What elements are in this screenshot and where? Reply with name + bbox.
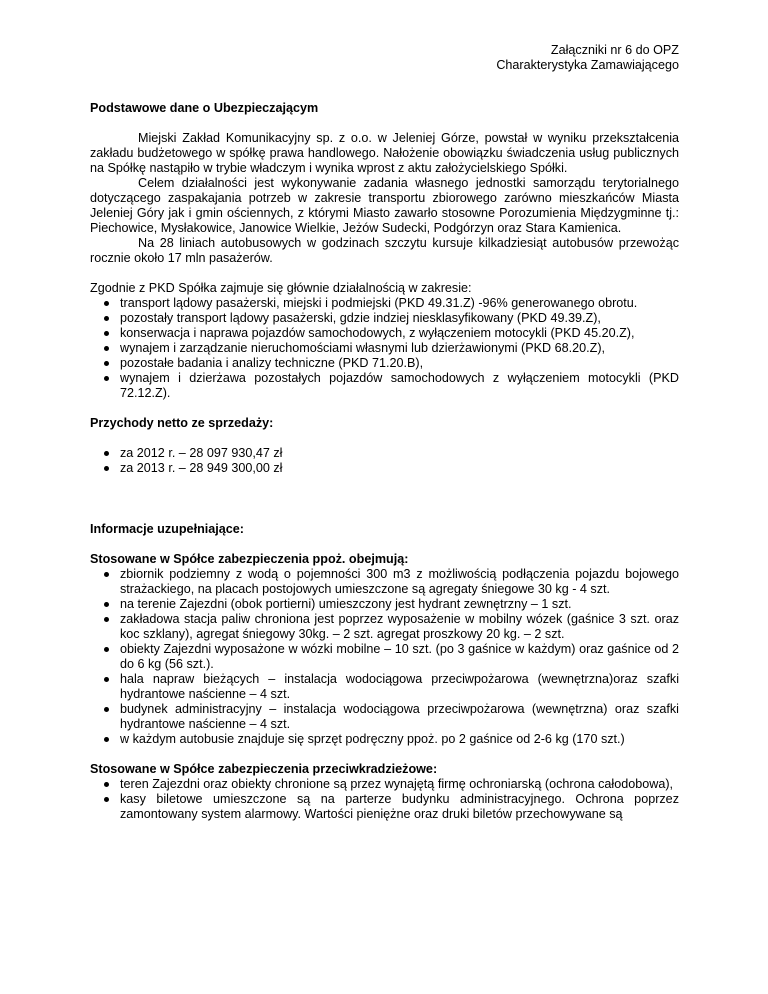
list-item: pozostały transport lądowy pasażerski, gdzie indziej niesklasyfikowany (PKD 49.39.Z), — [90, 311, 679, 326]
list-item: pozostałe badania i analizy techniczne (PKD 71.20.B), — [90, 356, 679, 371]
paragraph: Na 28 liniach autobusowych w godzinach szczytu kursuje kilkadziesiąt autobusów przewożąc rocznie około 17 mln pasażerów. — [90, 236, 679, 265]
section-heading-anti-theft: Stosowane w Spółce zabezpieczenia przeciwkradzieżowe: — [90, 762, 438, 776]
pkd-intro: Zgodnie z PKD Spółka zajmuje się głównie działalnością w zakresie: — [90, 281, 472, 295]
attachment-number: Załączniki nr 6 do OPZ — [550, 43, 679, 57]
pkd-list — [90, 296, 679, 401]
list-item: wynajem i zarządzanie nieruchomościami własnymi lub dzierżawionymi (PKD 68.20.Z), — [90, 341, 679, 356]
section-heading-revenue: Przychody netto ze sprzedaży: — [90, 416, 274, 430]
paragraph: Miejski Zakład Komunikacyjny sp. z o.o. w Jeleniej Górze, powstał w wyniku przekształcenia zakładu budżetowego w spółkę prawa handlowego. Nałożenie obowiązku świadczenia usług publicznych na Spółkę nastąpiło w trybie władczym i wynika wprost z aktu założycielskiego Spółki. — [90, 131, 679, 175]
list-item: zakładowa stacja paliw chroniona jest poprzez wyposażenie w mobilny wózek (gaśnice 3 szt. oraz koc szklany), agregat śniegowy 30kg. – 2 szt. agregat proszkowy 20 kg. – 2 szt. — [90, 612, 679, 642]
revenue-list — [90, 446, 679, 476]
list-item: za 2012 r. – 28 097 930,47 zł — [90, 446, 679, 461]
list-item: konserwacja i naprawa pojazdów samochodowych, z wyłączeniem motocykli (PKD 45.20.Z), — [90, 326, 679, 341]
list-item: zbiornik podziemny z wodą o pojemności 300 m3 z możliwością podłączenia pojazdu bojowego strażackiego, na placach postojowych umieszczone są agregaty śniegowe 30 kg - 4 szt. — [90, 567, 679, 597]
list-item: w każdym autobusie znajduje się sprzęt podręczny ppoż. po 2 gaśnice od 2-6 kg (170 szt.) — [90, 732, 679, 747]
list-item: obiekty Zajezdni wyposażone w wózki mobilne – 10 szt. (po 3 gaśnice w każdym) oraz gaśnice od 2 do 6 kg (56 szt.). — [90, 642, 679, 672]
list-item: transport lądowy pasażerski, miejski i podmiejski (PKD 49.31.Z) -96% generowanego obrotu. — [90, 296, 679, 311]
section-heading-fire-protection: Stosowane w Spółce zabezpieczenia ppoż. obejmują: — [90, 552, 409, 566]
list-item: za 2013 r. – 28 949 300,00 zł — [90, 461, 679, 476]
document-page — [90, 0, 679, 822]
list-item: hala napraw bieżących – instalacja wodociągowa przeciwpożarowa (wewnętrzna)oraz szafki hydrantowe naścienne – 4 szt. — [90, 672, 679, 702]
list-item: kasy biletowe umieszczone są na parterze budynku administracyjnego. Ochrona poprzez zamontowany system alarmowy. Wartości pieniężne oraz druki biletów przechowywane są — [90, 792, 679, 822]
list-item: wynajem i dzierżawa pozostałych pojazdów samochodowych z wyłączeniem motocykli (PKD 72.12.Z). — [90, 371, 679, 401]
list-item: budynek administracyjny – instalacja wodociągowa przeciwpożarowa (wewnętrzna) oraz szafki hydrantowe naścienne – 4 szt. — [90, 702, 679, 732]
section-heading-basic-data: Podstawowe dane o Ubezpieczającym — [90, 101, 319, 115]
fire-protection-list — [90, 567, 679, 747]
section-heading-info: Informacje uzupełniające: — [90, 522, 244, 536]
attachment-title: Charakterystyka Zamawiającego — [496, 58, 679, 72]
anti-theft-list — [90, 777, 679, 822]
paragraph: Celem działalności jest wykonywanie zadania własnego jednostki samorządu terytorialnego dotyczącego zaspakajania potrzeb w zakresie transportu zbiorowego zarówno mieszkańców Miasta Jeleniej Góry jak i gmin ościennych, z którymi Miasto zawarło stosowne Porozumienia Międzygminne tj.: Piechowice, Mysłakowice, Janowice Wielkie, Jeżów Sudecki, Podgórzyn oraz Stara Kamienica. — [90, 176, 679, 235]
list-item: teren Zajezdni oraz obiekty chronione są przez wynajętą firmę ochroniarską (ochrona całodobowa), — [90, 777, 679, 792]
list-item: na terenie Zajezdni (obok portierni) umieszczony jest hydrant zewnętrzny – 1 szt. — [90, 597, 679, 612]
